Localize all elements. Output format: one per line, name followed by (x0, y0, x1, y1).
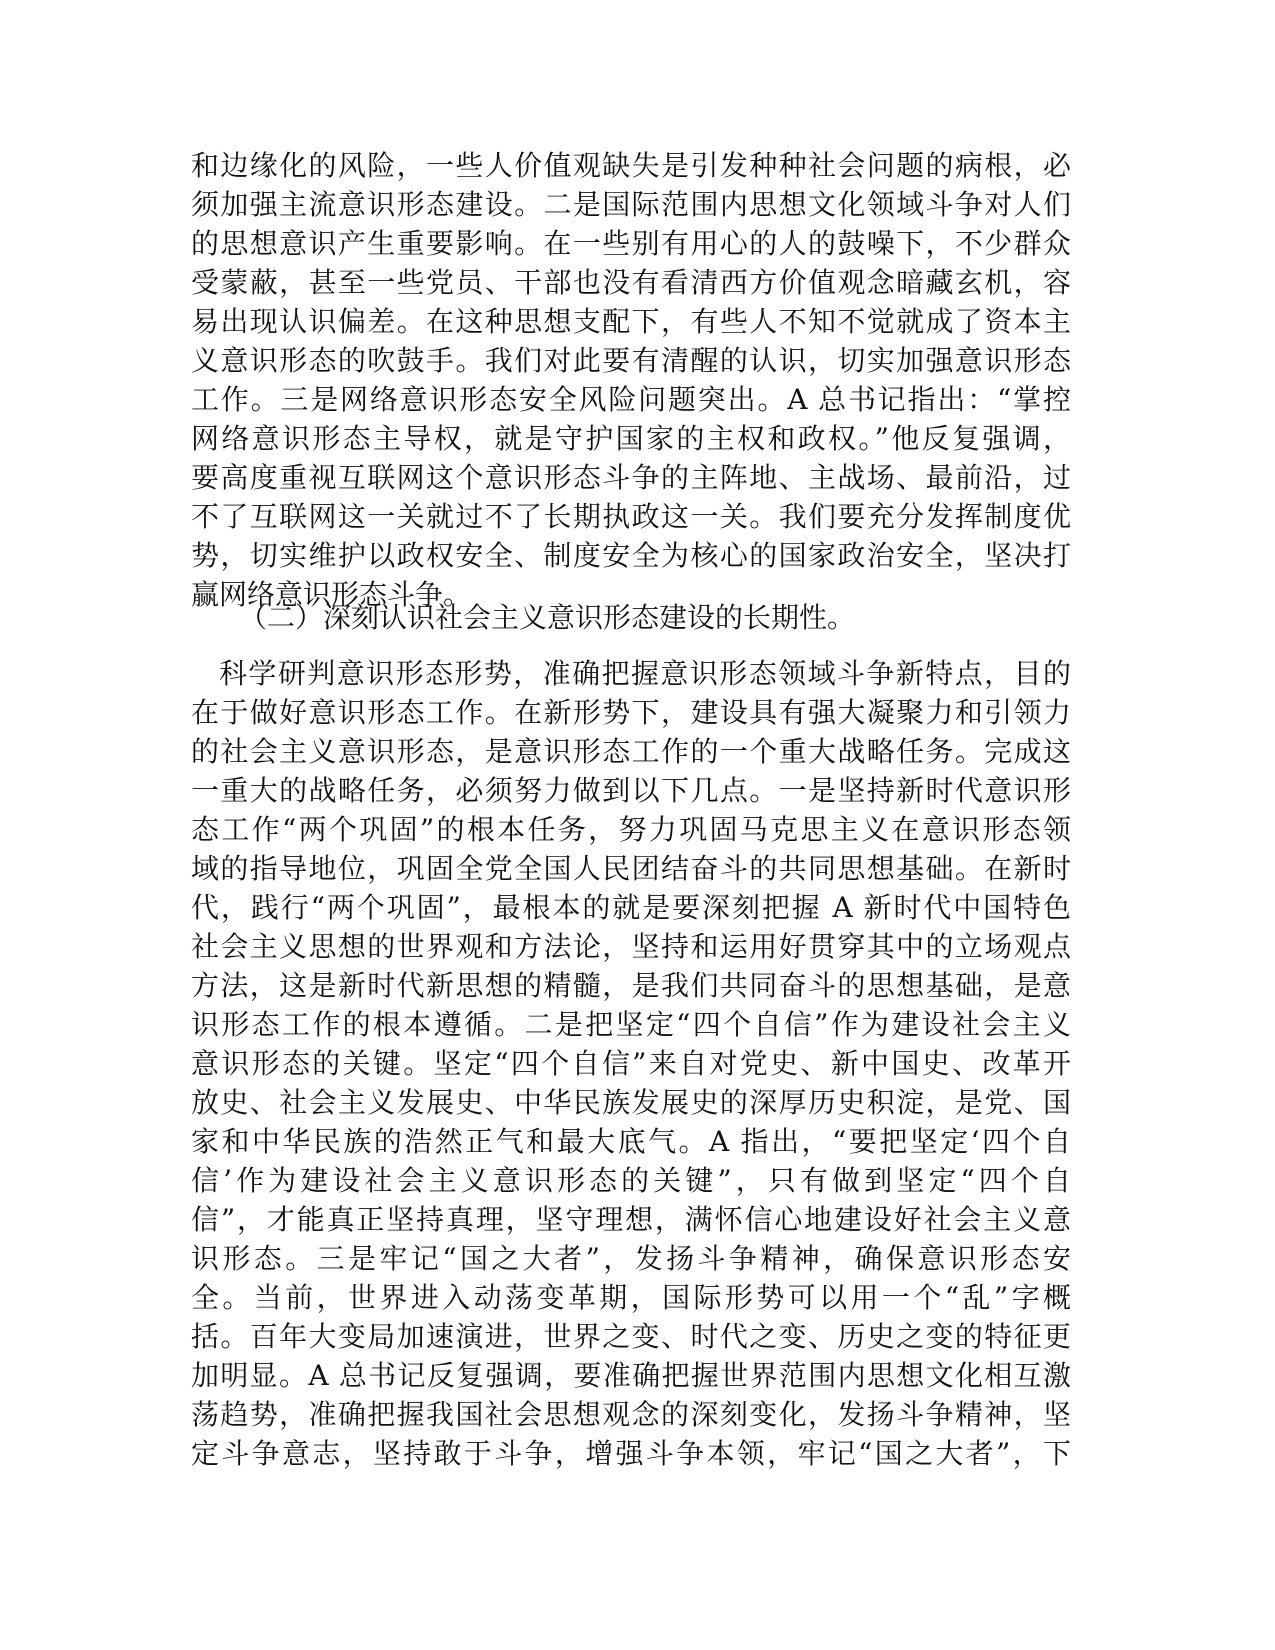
text-line: 的社会主义意识形态，是意识形态工作的一个重大战略任务。完成这 (191, 735, 1071, 768)
text-line: 网络意识形态主导权，就是守护国家的主权和政权。”他反复强调， (191, 422, 1071, 455)
section-heading: （二）深刻认识社会主义意识形态建设的长期性。 (239, 601, 856, 634)
text-line: 易出现认识偏差。在这种思想支配下，有些人不知不觉就成了资本主 (191, 305, 1071, 338)
text-line: 信’作为建设社会主义意识形态的关键”，只有做到坚定“四个自 (191, 1164, 1071, 1197)
text-line: 受蒙蔽，甚至一些党员、干部也没有看清西方价值观念暗藏玄机，容 (191, 266, 1071, 299)
text-line: 科学研判意识形态形势，准确把握意识形态领域斗争新特点，目的 (219, 657, 1071, 690)
text-line: 和边缘化的风险，一些人价值观缺失是引发种种社会问题的病根，必 (191, 149, 1071, 182)
text-line: 识形态。三是牢记“国之大者”，发扬斗争精神，确保意识形态安 (191, 1242, 1071, 1275)
text-line: 识形态工作的根本遵循。二是把坚定“四个自信”作为建设社会主义 (191, 1008, 1071, 1041)
text-line: 定斗争意志，坚持敢于斗争，增强斗争本领，牢记“国之大者”，下 (191, 1437, 1071, 1470)
text-line: 态工作“两个巩固”的根本任务，努力巩固马克思主义在意识形态领 (191, 813, 1071, 846)
text-line: 的思想意识产生重要影响。在一些别有用心的人的鼓噪下，不少群众 (191, 227, 1071, 260)
text-line: 家和中华民族的浩然正气和最大底气。A 指出，“要把坚定‘四个自 (191, 1125, 1071, 1158)
text-line: 全。当前，世界进入动荡变革期，国际形势可以用一个“乱”字概 (191, 1281, 1071, 1314)
text-line: 赢网络意识形态斗争。 (191, 578, 472, 611)
text-line: 域的指导地位，巩固全党全国人民团结奋斗的共同思想基础。在新时 (191, 852, 1071, 885)
text-line: 荡趋势，准确把握我国社会思想观念的深刻变化，发扬斗争精神，坚 (191, 1398, 1071, 1431)
text-line: 代，践行“两个巩固”，最根本的就是要深刻把握 A 新时代中国特色 (191, 891, 1071, 924)
text-line: 不了互联网这一关就过不了长期执政这一关。我们要充分发挥制度优 (191, 500, 1071, 533)
text-line: 括。百年大变局加速演进，世界之变、时代之变、历史之变的特征更 (191, 1320, 1071, 1353)
text-line: 势，切实维护以政权安全、制度安全为核心的国家政治安全，坚决打 (191, 539, 1071, 572)
text-line: 方法，这是新时代新思想的精髓，是我们共同奋斗的思想基础，是意 (191, 969, 1071, 1002)
text-line: 义意识形态的吹鼓手。我们对此要有清醒的认识，切实加强意识形态 (191, 344, 1071, 377)
text-line: 社会主义思想的世界观和方法论，坚持和运用好贯穿其中的立场观点 (191, 930, 1071, 963)
text-line: 工作。三是网络意识形态安全风险问题突出。A 总书记指出：“掌控 (191, 383, 1071, 416)
text-line: 信”，才能真正坚持真理，坚守理想，满怀信心地建设好社会主义意 (191, 1203, 1071, 1236)
text-line: 须加强主流意识形态建设。二是国际范围内思想文化领域斗争对人们 (191, 188, 1071, 221)
text-line: 放史、社会主义发展史、中华民族发展史的深厚历史积淀，是党、国 (191, 1086, 1071, 1119)
text-line: 在于做好意识形态工作。在新形势下，建设具有强大凝聚力和引领力 (191, 696, 1071, 729)
text-line: 一重大的战略任务，必须努力做到以下几点。一是坚持新时代意识形 (191, 774, 1071, 807)
text-line: 加明显。A 总书记反复强调，要准确把握世界范围内思想文化相互激 (191, 1359, 1071, 1392)
text-line: 意识形态的关键。坚定“四个自信”来自对党史、新中国史、改革开 (191, 1047, 1071, 1080)
text-line: 要高度重视互联网这个意识形态斗争的主阵地、主战场、最前沿，过 (191, 461, 1071, 494)
